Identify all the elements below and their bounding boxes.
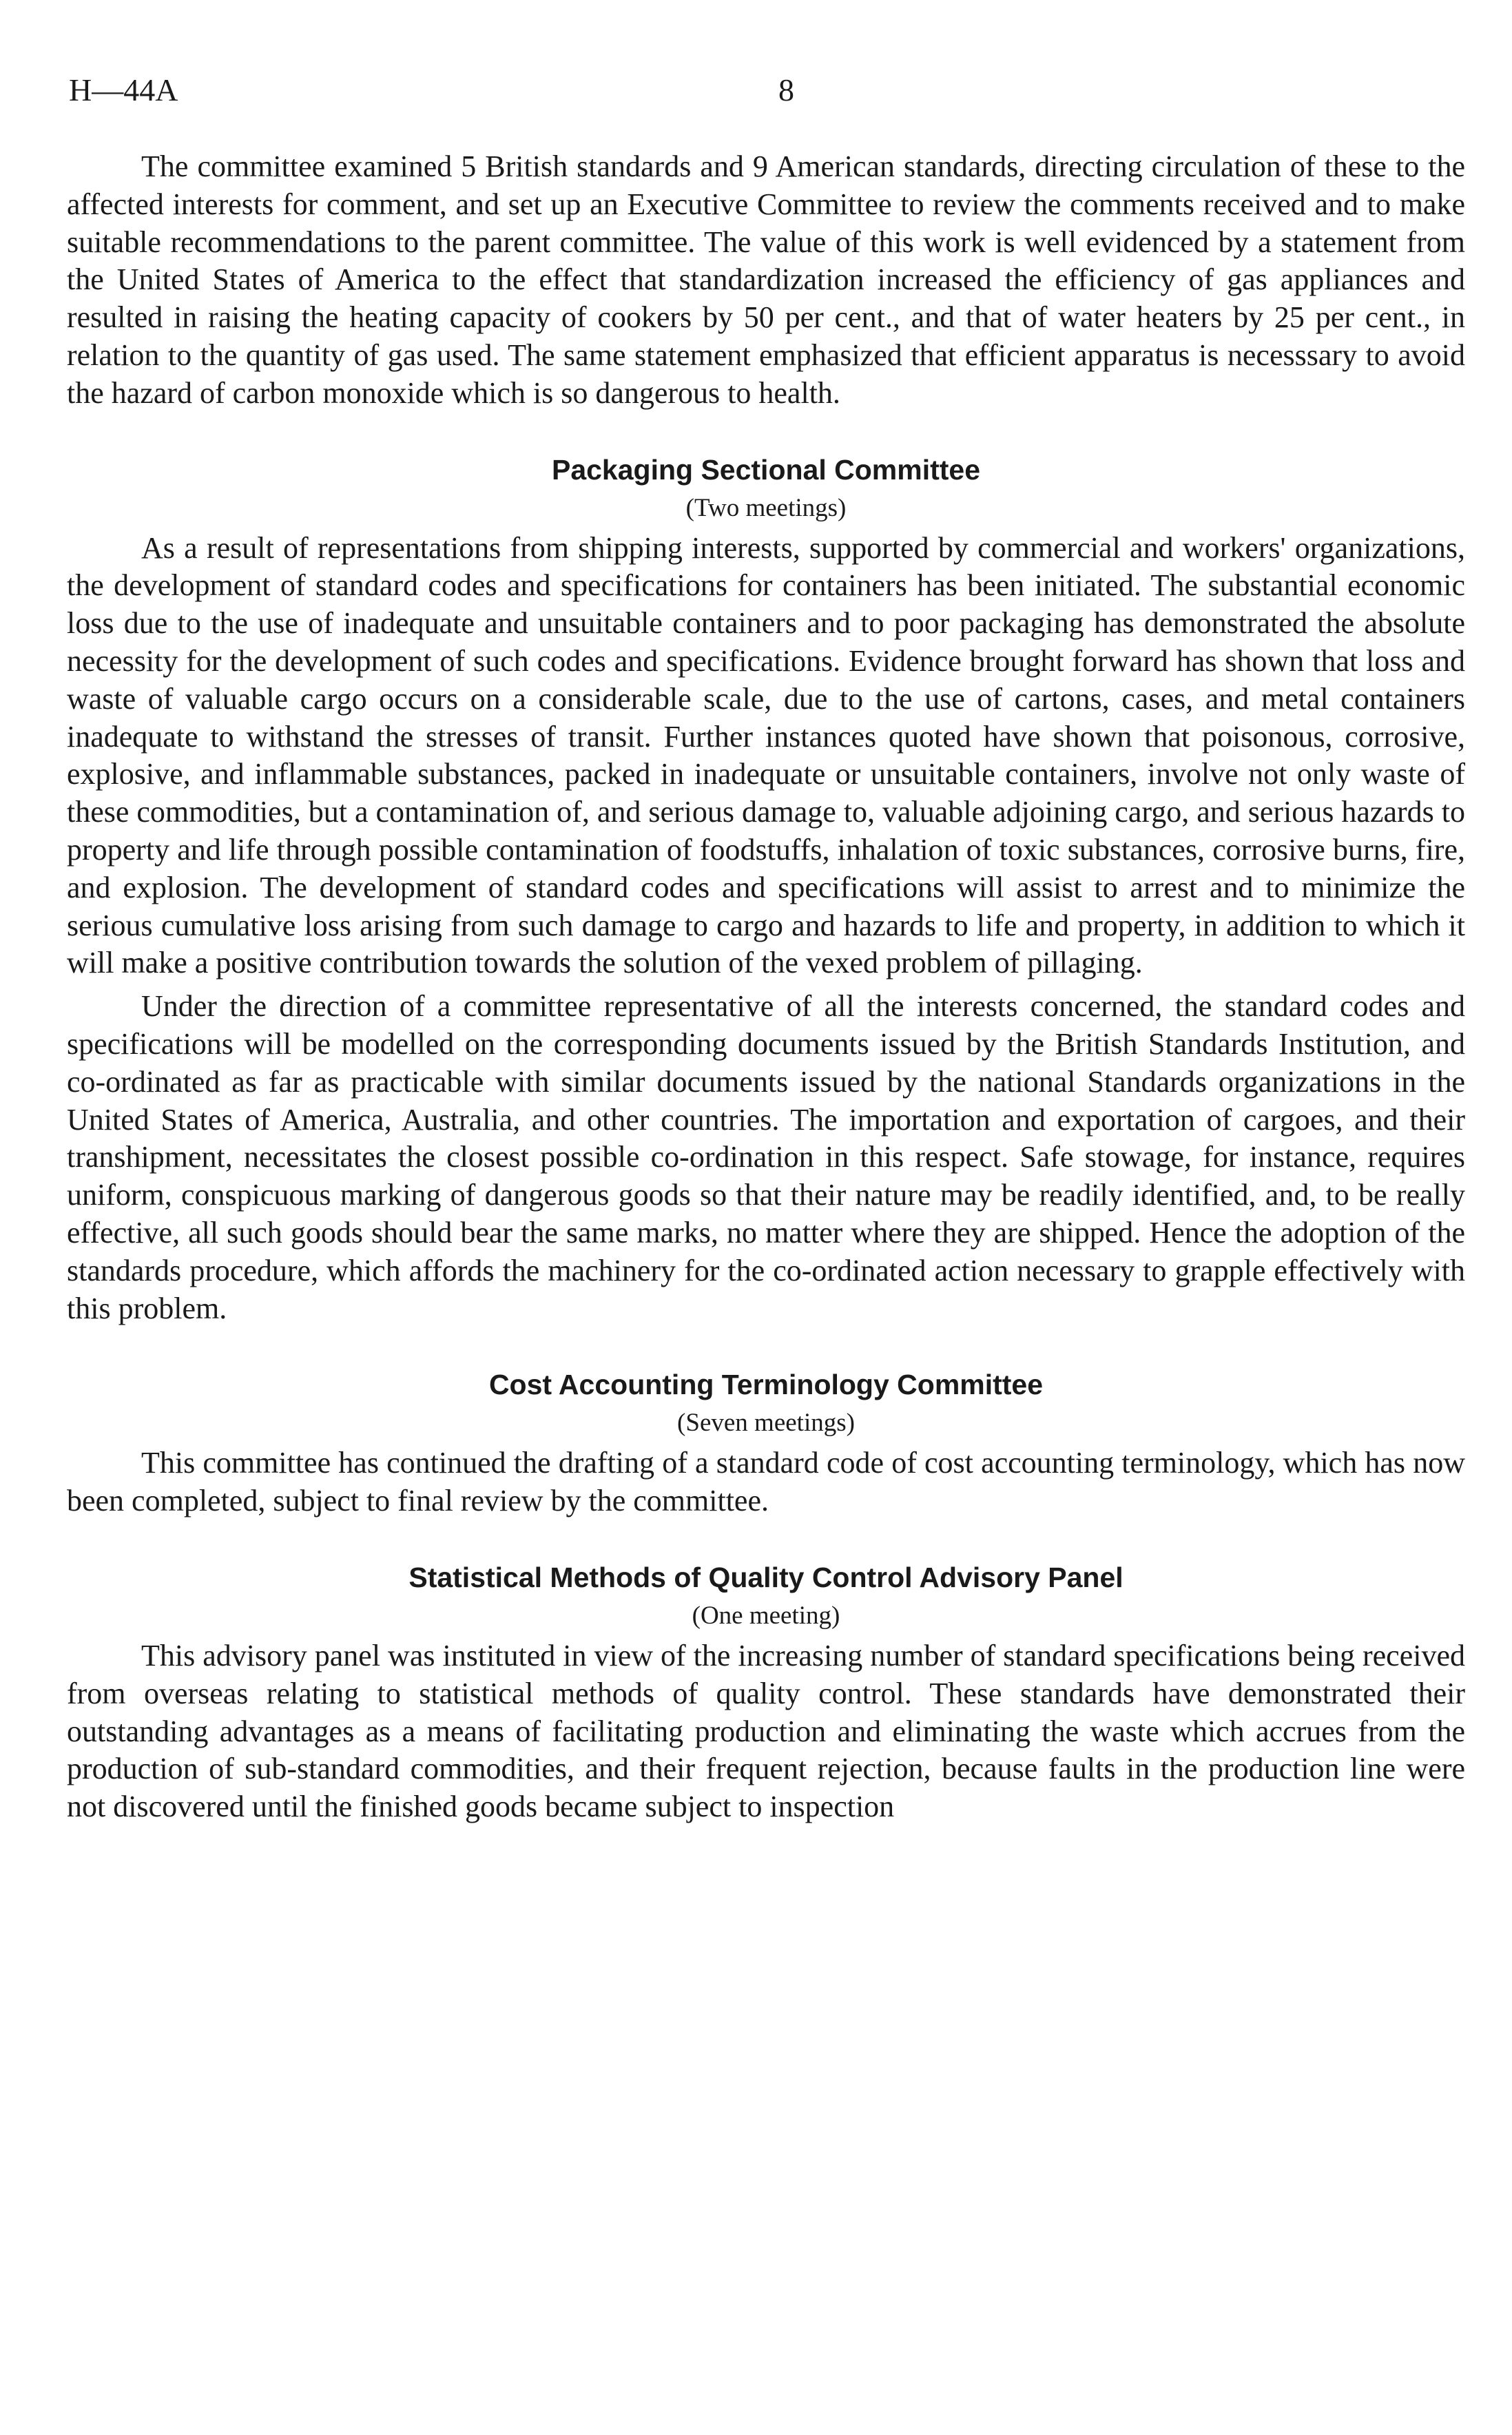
body-text [67,148,1465,1826]
section-meetings: (Seven meetings) [677,1409,855,1438]
section-statistical-methods [67,1559,1465,1826]
section-heading: Cost Accounting Terminology Committee [488,1369,1044,1401]
page-header [69,66,1460,114]
section-meetings: (One meeting) [692,1601,840,1630]
document-id: H—44A [69,72,178,107]
section-paragraph: As a result of representations from shipping interests, supported by commercial and workers' organizations, the development of standard codes and specifications for containers has been initiated. The substantial economic loss due to the use of inadequate and unsuitable containers and to poor packaging has demonstrated the absolute necessity for the development of such codes and specifications. Evidence brought forward has shown that loss and waste of valuable cargo occurs on a considerable scale, due to the use of cartons, cases, and metal containers inadequate to withstand the stresses of transit. Further instances quoted have shown that poisonous, corrosive, explosive, and inflammable substances, packed in inadequate or unsuitable containers, involve not only waste of these commodities, but a contamination of, and serious damage to, valuable adjoining cargo, and serious hazards to property and life through possible contamination of foodstuffs, inhalation of toxic substances, corrosive burns, fire, and explosion. The development of standard codes and specifications will assist to arrest and to minimize the serious cumulative loss arising from such damage to cargo and hazards to life and property, in addition to which it will make a positive contribution towards the solution of the vexed problem of pillaging. [67,530,1465,980]
section-packaging [67,451,1465,1328]
section-paragraph: This committee has continued the drafting of a standard code of cost accounting terminology, which has now been completed, subject to final review by the committee. [67,1446,1465,1518]
section-heading: Packaging Sectional Committee [551,453,980,486]
page-number: 8 [778,72,794,107]
intro-paragraph: The committee examined 5 British standards and 9 American standards, directing circulation of these to the affected interests for comment, and set up an Executive Committee to review the comments received and to make suitable recommendations to the parent committee. The value of this work is well evidenced by a statement from the United States of America to the effect that standardization increased the efficiency of gas appliances and resulted in raising the heating capacity of cookers by 50 per cent., and that of water heaters by 25 per cent., in relation to the quantity of gas used. The same statement emphasized that efficient apparatus is necesssary to avoid the hazard of carbon monoxide which is so dangerous to health. [67,149,1465,410]
section-paragraph: This advisory panel was instituted in view of the increasing number of standard specifications being received from overseas relating to statistical methods of quality control. These standards have demonstrated their outstanding advantages as a means of facilitating production and eliminating the waste which accrues from the production of sub-standard commodities, and their frequent rejection, because faults in the production line were not discovered until the finished goods became subject to inspection [67,1638,1465,1824]
section-cost-accounting [67,1366,1465,1520]
section-heading: Statistical Methods of Quality Control Advisory Panel [408,1561,1123,1593]
section-meetings: (Two meetings) [685,493,847,522]
section-paragraph: Under the direction of a committee representative of all the interests concerned, the standard codes and specifications will be modelled on the corresponding documents issued by the British Standards Institution, and co-ordinated as far as practicable with similar documents issued by the national Standards organizations in the United States of America, Australia, and other countries. The importation and exportation of cargoes, and their transhipment, necessitates the closest possible co-ordination in this respect. Safe stowage, for instance, requires uniform, conspicuous marking of dangerous goods so that their nature may be readily identified, and, to be really effective, all such goods should bear the same marks, no matter where they are shipped. Hence the adoption of the standards procedure, which affords the machinery for the co-ordinated action necessary to grapple effectively with this problem. [67,989,1465,1325]
